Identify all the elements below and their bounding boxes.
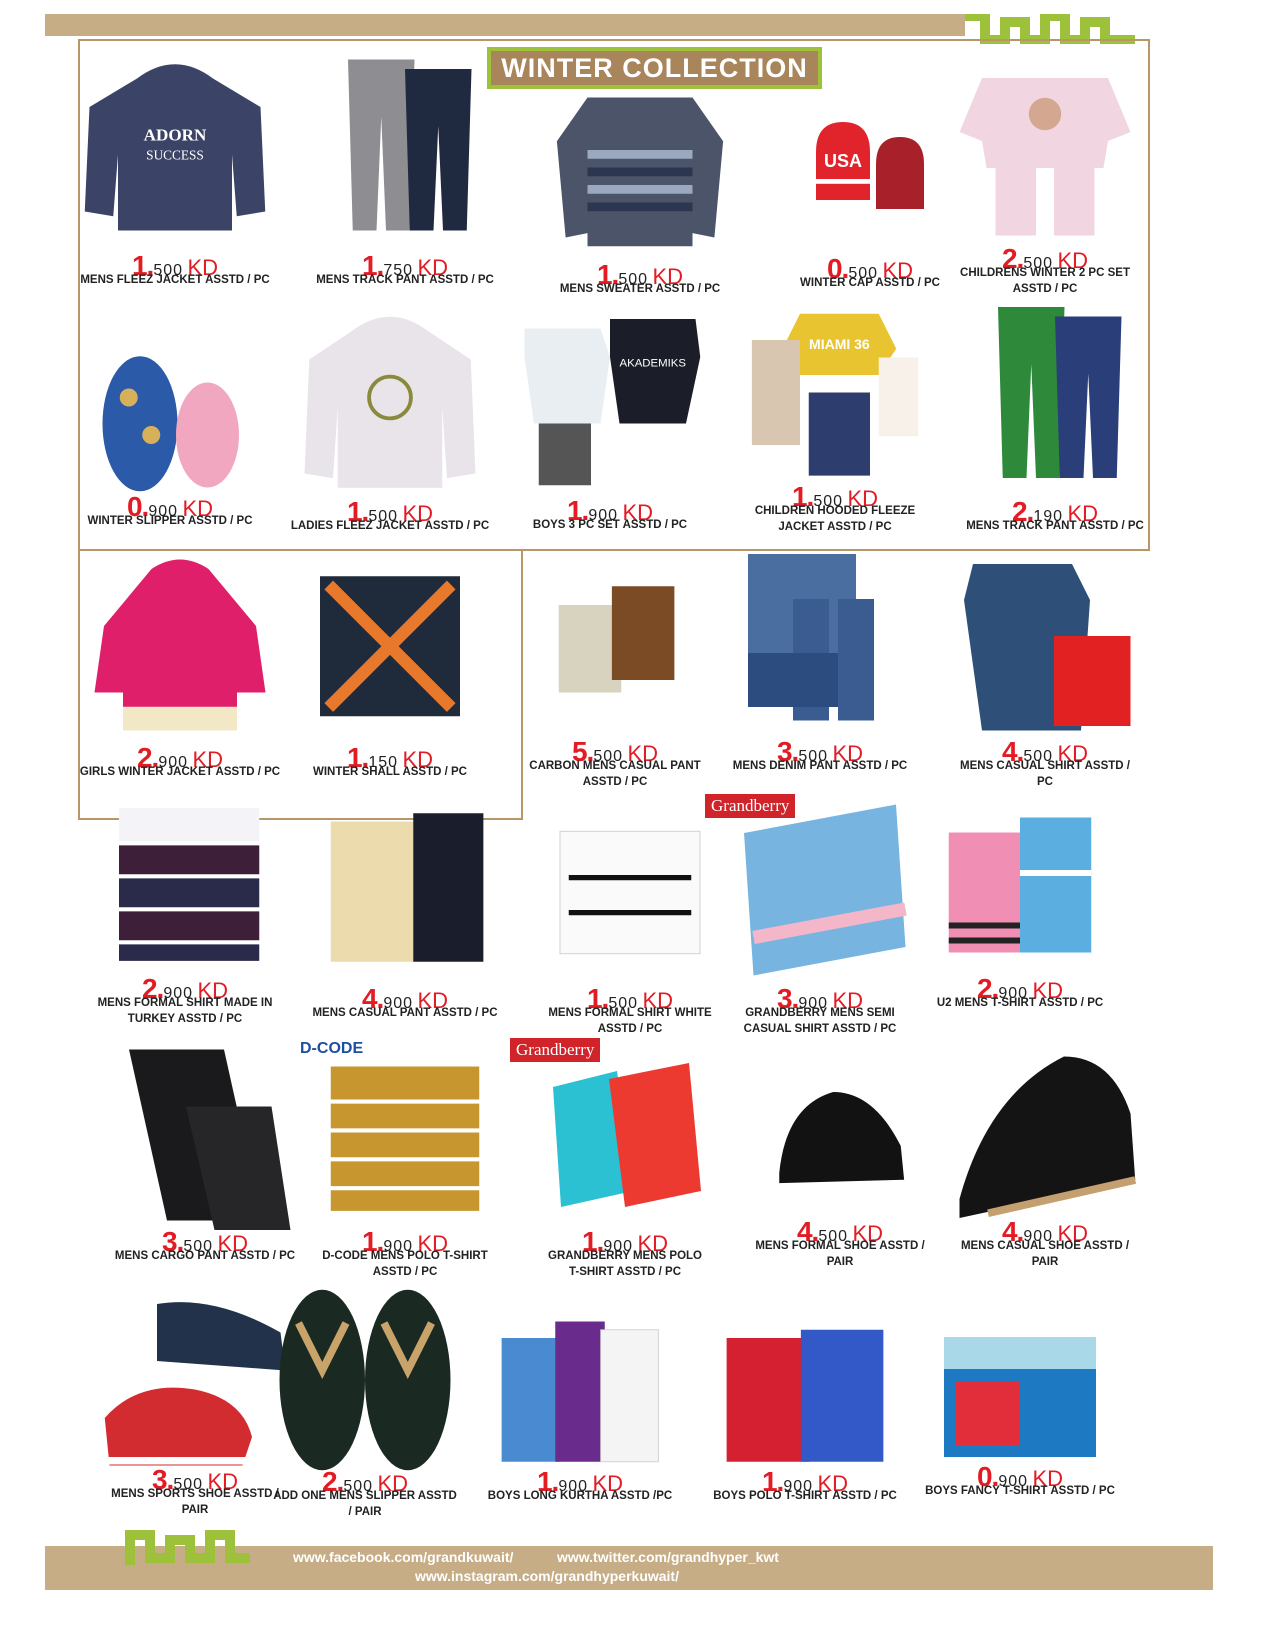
product-label-line1: MENS FORMAL SHIRT WHITE [548,1007,712,1019]
price-currency: KD [197,978,229,1003]
price-dot: . [811,1216,819,1247]
price-decimal: 500 [798,748,829,765]
product-image [85,545,275,745]
price-integer: 1 [586,983,602,1014]
product-card [730,305,940,543]
price-dot: . [841,253,849,284]
price-integer: 1 [566,495,582,526]
product-label-line1: MENS FORMAL SHOE ASSTD / [755,1240,925,1252]
price-dot: . [586,736,594,767]
product-label [940,758,1150,790]
product-image [925,1305,1115,1465]
price-integer: 3 [776,736,792,767]
product-label-line1: MENS CASUAL SHOE ASSTD / [960,1240,1130,1252]
price-integer: 1 [346,742,362,773]
price-integer: 0 [976,1461,992,1492]
product-label-line1: MENS FLEEZ JACKET ASSTD / PC [80,274,270,286]
product-image [925,810,1115,960]
price-decimal: 500 [1023,748,1054,765]
product-label-line2: TURKEY ASSTD / PC [127,1013,243,1025]
price-integer: 1 [536,1466,552,1497]
product-card [715,545,925,798]
price-currency: KD [637,1231,669,1256]
price-decimal: 900 [1023,1228,1054,1245]
price-currency: KD [217,1231,249,1256]
price-integer: 4 [1001,1216,1017,1247]
price-currency: KD [192,747,224,772]
product-card [260,1285,470,1528]
price-integer: 5 [571,736,587,767]
product-image [530,1055,720,1215]
product-card [940,555,1150,798]
product-label [950,518,1160,534]
product-image [545,80,735,255]
price-decimal: 500 [848,265,879,282]
product-label [700,1488,910,1504]
price-integer: 4 [796,1216,812,1247]
price-decimal: 900 [783,1478,814,1495]
product-label [100,1248,310,1264]
price-currency: KD [1057,741,1089,766]
price-currency: KD [1032,978,1064,1003]
price-integer: 1 [791,481,807,512]
product-label-line1: U2 MENS T-SHIRT ASSTD / PC [936,997,1104,1009]
price-dot: . [991,973,999,1004]
product-image [310,1050,500,1215]
price-dot: . [806,481,814,512]
price-currency: KD [207,1469,239,1494]
product-card [505,300,715,557]
product-card [915,810,1125,1035]
product-card [520,1055,730,1288]
price-decimal: 900 [588,507,619,524]
product-label-line1: WINTER CAP ASSTD / PC [800,277,940,289]
product-label-line2: ASSTD / PC [597,1023,663,1035]
product-card [915,1305,1125,1523]
price-decimal: 500 [153,262,184,279]
price-dot: . [141,491,149,522]
product-image [950,1025,1140,1240]
price-decimal: 190 [1033,508,1064,525]
product-label [300,1005,510,1021]
product-card [475,1305,685,1528]
price-currency: KD [832,741,864,766]
price-dot: . [791,736,799,767]
price-decimal: 900 [998,985,1029,1002]
price-integer: 2 [1001,243,1017,274]
price-currency: KD [852,1221,884,1246]
product-label-line1: BOYS POLO T-SHIRT ASSTD / PC [713,1490,897,1502]
price-currency: KD [652,264,684,289]
price-decimal: 500 [813,493,844,510]
product-card [70,45,280,312]
product-label-line1: GRANDBERRY MENS POLO [548,1250,702,1262]
product-card [715,795,925,1045]
product-card [735,1065,945,1278]
price-currency: KD [627,741,659,766]
product-image [90,800,280,965]
price-integer: 1 [131,250,147,281]
product-label [75,764,285,780]
price-currency: KD [417,255,449,280]
product-label-line2: JACKET ASSTD / PC [778,521,892,533]
price-integer: 1 [346,496,362,527]
price-dot: . [376,983,384,1014]
price-currency: KD [882,258,914,283]
price-decimal: 500 [173,1476,204,1493]
product-card [285,300,495,558]
price-integer: 3 [776,983,792,1014]
price-decimal: 150 [368,754,399,771]
product-label [940,265,1150,297]
price-dot: . [601,983,609,1014]
product-label-line1: WINTER SLIPPER ASSTD / PC [87,515,253,527]
price-decimal: 900 [998,1473,1029,1490]
product-label-line1: MENS CASUAL PANT ASSTD / PC [312,1007,498,1019]
product-image [710,1305,900,1470]
brand-logo-grandberry: Grandberry [705,794,795,818]
product-card [700,1305,910,1528]
product-label-line2: ASSTD / PC [582,776,648,788]
product-label [735,1238,945,1270]
price-integer: 2 [1011,496,1027,527]
price-integer: 0 [826,253,842,284]
product-image [950,60,1140,240]
product-label-line1: MENS SWEATER ASSTD / PC [559,283,721,295]
price-currency: KD [642,988,674,1013]
price-integer: 1 [761,1466,777,1497]
product-card [285,550,495,804]
price-decimal: 750 [383,262,414,279]
brand-logo-dcode: D-CODE [300,1040,364,1057]
product-label [65,513,275,529]
price-integer: 0 [126,491,142,522]
price-dot: . [166,1464,174,1495]
price-dot: . [1016,243,1024,274]
product-label [80,995,290,1027]
product-image [310,805,500,970]
product-label [525,1005,735,1037]
product-card [300,805,510,1045]
price-integer: 2 [321,1466,337,1497]
price-dot: . [991,1461,999,1492]
product-label-line1: MENS FORMAL SHIRT MADE IN [97,997,273,1009]
product-image [110,1035,300,1235]
product-label-line1: MENS DENIM PANT ASSTD / PC [732,760,908,772]
product-label [300,272,510,288]
product-label-line1: MENS TRACK PANT ASSTD / PC [316,274,494,286]
product-label [915,995,1125,1011]
product-card [80,800,290,1035]
price-dot: . [776,1466,784,1497]
price-integer: 1 [361,250,377,281]
product-label-line1: MENS CARGO PANT ASSTD / PC [114,1250,296,1262]
price-currency: KD [377,1471,409,1496]
price-decimal: 900 [163,985,194,1002]
product-label [715,1005,925,1037]
svg-text:MIAMI 36: MIAMI 36 [809,335,870,352]
product-card [300,45,510,312]
product-label-line1: GRANDBERRY MENS SEMI [745,1007,895,1019]
price-decimal: 500 [368,508,399,525]
facebook-link[interactable]: www.facebook.com/grandkuwait/ [293,1549,514,1565]
price-integer: 1 [581,1226,597,1257]
price-currency: KD [417,1231,449,1256]
product-label-line2: ASSTD / PC [1012,283,1078,295]
product-card [940,1025,1150,1278]
product-label-line2: T-SHIRT ASSTD / PC [568,1266,682,1278]
price-currency: KD [1067,501,1099,526]
price-decimal: 500 [183,1238,214,1255]
product-image [745,1065,935,1200]
product-label [520,1248,730,1280]
product-card [950,295,1160,558]
price-dot: . [151,742,159,773]
product-label [715,758,925,774]
price-dot: . [791,983,799,1014]
price-integer: 4 [1001,736,1017,767]
price-decimal: 900 [383,995,414,1012]
price-integer: 1 [361,1226,377,1257]
price-dot: . [596,1226,604,1257]
price-currency: KD [187,255,219,280]
price-currency: KD [417,988,449,1013]
product-label-line1: MENS TRACK PANT ASSTD / PC [966,520,1144,532]
price-dot: . [1016,736,1024,767]
product-label-line1: WINTER SHALL ASSTD / PC [313,766,467,778]
svg-text:USA: USA [823,151,863,171]
price-decimal: 900 [558,1478,589,1495]
price-currency: KD [1057,248,1089,273]
product-image [520,580,710,705]
price-currency: KD [182,496,214,521]
product-image [270,1285,460,1475]
product-label-line1: BOYS LONG KURTHA ASSTD /PC [487,1490,673,1502]
price-integer: 4 [361,983,377,1014]
price-decimal: 900 [158,754,189,771]
product-label-line1: CHILDRENS WINTER 2 PC SET [960,267,1130,279]
product-label-line1: GIRLS WINTER JACKET ASSTD / PC [79,766,281,778]
greek-key-ornament-bottom [125,1530,255,1565]
product-label-line1: MENS SPORTS SHOE ASSTD / [111,1488,279,1500]
product-label [300,1248,510,1280]
product-image [515,300,705,490]
product-label-line1: ADD ONE MENS SLIPPER ASSTD [273,1490,457,1502]
price-dot: . [611,259,619,290]
product-card [300,1050,510,1288]
product-label [285,518,495,534]
price-currency: KD [817,1471,849,1496]
price-dot: . [156,973,164,1004]
product-label-line1: BOYS FANCY T-SHIRT ASSTD / PC [925,1485,1115,1497]
product-label [475,1488,685,1504]
product-label [285,764,495,780]
price-decimal: 900 [148,503,179,520]
instagram-link[interactable]: www.instagram.com/grandhyperkuwait/ [415,1568,679,1584]
price-decimal: 500 [818,1228,849,1245]
product-image [310,45,500,245]
price-currency: KD [402,747,434,772]
price-dot: . [176,1226,184,1257]
price-currency: KD [622,500,654,525]
product-image [485,1305,675,1470]
product-label-line2: PAIR [181,1504,209,1516]
price-dot: . [361,496,369,527]
product-label-line2: / PAIR [348,1506,382,1518]
section-title: WINTER COLLECTION [491,51,818,85]
product-label-line1: CARBON MENS CASUAL PANT [529,760,701,772]
product-image [725,545,915,725]
price-integer: 2 [136,742,152,773]
product-label-line2: ASSTD / PC [372,1266,438,1278]
product-label-line1: MENS CASUAL SHIRT ASSTD / [960,760,1130,772]
product-label-line2: PAIR [826,1256,854,1268]
product-label-line2: PAIR [1031,1256,1059,1268]
price-integer: 3 [151,1464,167,1495]
product-image [950,555,1140,735]
price-decimal: 500 [618,271,649,288]
svg-text:ADORN: ADORN [143,125,207,145]
price-integer: 1 [596,259,612,290]
price-integer: 2 [141,973,157,1004]
product-image [725,795,915,985]
price-currency: KD [847,486,879,511]
product-image [80,45,270,245]
price-dot: . [361,742,369,773]
product-label-line1: BOYS 3 PC SET ASSTD / PC [532,519,688,531]
product-card [535,80,745,321]
product-card [525,805,735,1045]
price-currency: KD [592,1471,624,1496]
product-image [295,550,485,725]
product-label [260,1488,470,1520]
twitter-link[interactable]: www.twitter.com/grandhyper_kwt [557,1549,779,1565]
product-image [960,295,1150,490]
price-integer: 2 [976,973,992,1004]
product-label [940,1238,1150,1270]
price-dot: . [581,495,589,526]
product-label-line1: CHILDREN HOODED FLEEZE [754,505,916,517]
product-image [535,805,725,980]
price-decimal: 900 [798,995,829,1012]
product-label [535,281,745,297]
product-label [510,758,720,790]
price-dot: . [376,250,384,281]
product-label-line1: LADIES FLEEZ JACKET ASSTD / PC [290,520,490,532]
product-label [915,1483,1125,1499]
svg-text:SUCCESS: SUCCESS [146,147,204,163]
brand-logo-grandberry: Grandberry [510,1038,600,1062]
product-label-line2: PC [1037,776,1053,788]
svg-text:AKADEMIKS: AKADEMIKS [619,357,686,370]
price-dot: . [376,1226,384,1257]
price-currency: KD [402,501,434,526]
product-image [75,345,265,495]
product-image [295,300,485,495]
price-decimal: 500 [608,995,639,1012]
price-dot: . [1026,496,1034,527]
price-dot: . [336,1466,344,1497]
product-card [75,545,285,804]
product-label [730,503,940,535]
price-currency: KD [1057,1221,1089,1246]
price-decimal: 500 [593,748,624,765]
price-dot: . [146,250,154,281]
price-decimal: 900 [603,1238,634,1255]
product-card [100,1035,310,1288]
product-image [740,305,930,480]
price-currency: KD [832,988,864,1013]
product-card [510,580,720,798]
price-decimal: 900 [383,1238,414,1255]
product-label-line2: CASUAL SHIRT ASSTD / PC [743,1023,897,1035]
price-integer: 3 [161,1226,177,1257]
price-decimal: 500 [343,1478,374,1495]
price-currency: KD [1032,1466,1064,1491]
price-decimal: 500 [1023,255,1054,272]
product-label [70,272,280,288]
product-label [505,517,715,533]
product-image [775,110,965,230]
price-dot: . [551,1466,559,1497]
price-dot: . [1016,1216,1024,1247]
product-card [940,60,1150,305]
product-card [65,345,275,553]
product-label-line1: D-CODE MENS POLO T-SHIRT [322,1250,488,1262]
